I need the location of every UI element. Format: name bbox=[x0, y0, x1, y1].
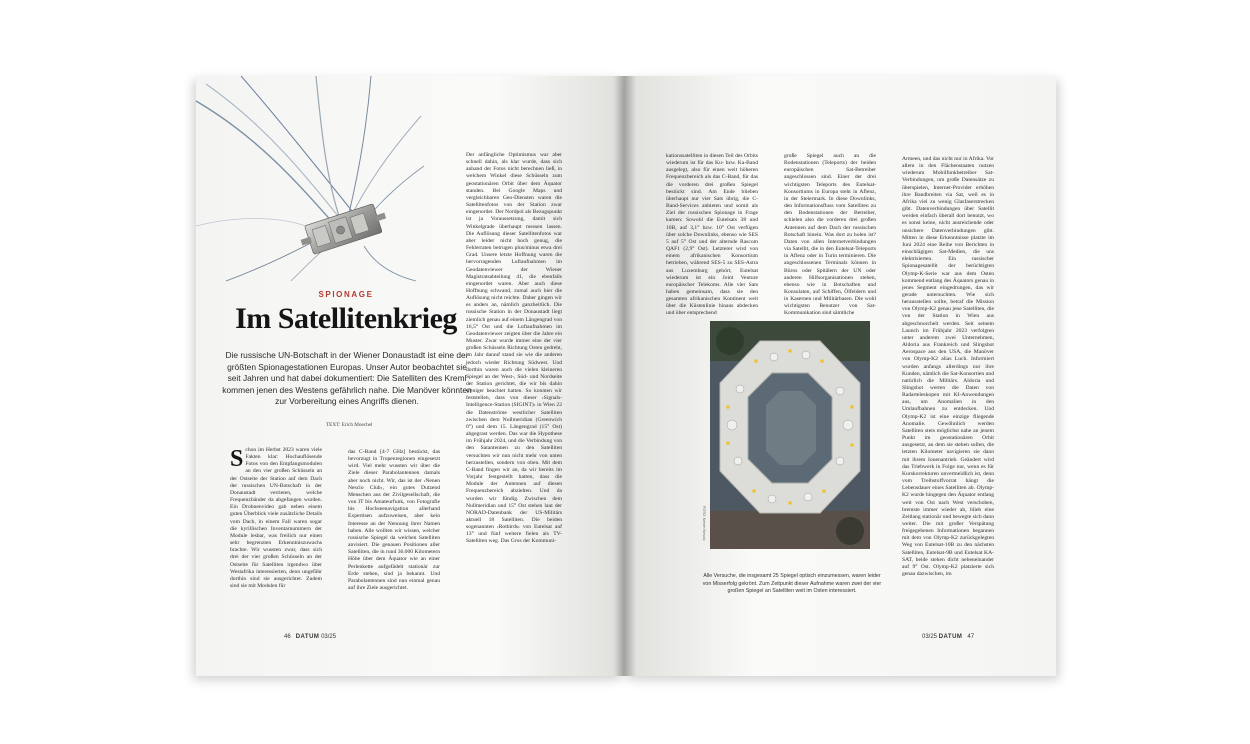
right-column-2 bbox=[784, 153, 876, 317]
section-kicker: SPIONAGE bbox=[318, 290, 374, 299]
issue-number: 03/25 bbox=[321, 634, 337, 640]
right-column-1-text: kationssatelliten in diesen Teil des Orbits wiederum ist für das Ku- bzw. Ka-Band ausgelegt, also für einen weit höheren Frequenzbereich als das C-Band, für das die vorderen drei großen Spiegel bestückt sind. Am Ende blieben überhaupt nur vier Sats übrig, die C-Band-Services anbieten und somit als Ziel der russischen Spionage in Frage kamen: Sowohl die Eutelsats 38 und 10B, auf 3,1° bzw. 10° Ost verfügen über solche Downlinks, ebenso wie SES 5 auf 5° Ost und der alternde Rascom QAF1 (2,9° Ost). Letzterer wird von einem afrikanischen Konsortium betrieben, während SES-5 zu SES-Astra aus Luxemburg gehört, Eutelsat wiederum ist ein Joint Venture europäischer Telekoms. Alle vier Sats haben gemeinsam, dass sie den gesamten afrikanischen Kontinent weit über die Küstenlinie hinaus abdecken und über entsprechend bbox=[666, 153, 758, 317]
right-column-2-text: große Spiegel auch an die Bodenstationen (Teleports) der beiden europäischen Sat-Betreiber angeschlossen sind. Einer der drei wichtigsten Teleports des Eutelsat-Konsortiums in Europa steht in Aflenz, in der Steiermark. In diese Downlinks, den Informationsfluss vom Satelliten zu den Bodenstationen der Betreiber, schielen also die vorderen drei großen Antennen auf dem Dach der russischen Botschaft hinein. Was dort zu holen ist? Daten von allen Internetverbindungen via Satellit, die in den Eutelsat-Teleports in Aflenz oder in Turin terminieren. Die angeschlossenen Terminals können in Büros oder Spitälern der UN oder anderen Hilfsorganisationen stehen, ebenso wie in Botschaften und Konsulaten, auf Schiffen, Ölfeldern und in Kasernen und Militärbasen. Die wohl wichtigsten Benutzer von Sat-Kommunikation sind sämtliche bbox=[784, 153, 876, 317]
article-headline: Im Satellitenkrieg bbox=[235, 302, 457, 335]
issue-number: 03/25 bbox=[922, 634, 938, 640]
article-byline: TEXT: Erich Moechel bbox=[326, 422, 373, 428]
left-column-3-text: Der anfängliche Optimismus war aber schnell dahin, als klar wurde, dass sich anhand der Fotos nicht berechnen ließ, in welchem Winkel diese Schüsseln zum geostationären Orbit über dem Äquator standen. Bei Google Maps und vergleichbaren Geo-Diensten waren die Satellitenfotos von der Station zwar eingenordet. Der Nordpol als Bezugspunkt ist ja Voraussetzung, damit sich Winkelgrade überhaupt messen lassen. Die Auflösung dieser Satellitenfotos war aber leider nicht hoch genug, die Fehlerraten betrugen plus/minus etwa drei Grad. Unsere letzte Hoffnung waren die hervorragenden Luftaufnahmen im Geodatenviewer der Wiener Magistratsabteilung 41, die ebenfalls eingenordet waren. Aber auch diese Hoffnung schwand, zumal auch hier die Auflösung nicht reichte. Daher gingen wir es anders an, nämlich ganzheitlich. Die russische Station in der Donaustadt liegt ziemlich genau auf einem Längengrad von 16,5° Ost und die Luftaufnahmen im Geodatenviewer zeigten über die Jahre ein Muster. Zwar wurde immer eine der vier großen Schüsseln Richtung Osten gedreht, im Jahr darauf stand sie wie die anderen jedoch wieder Richtung Südwest. Und dorthin waren auch die vielen kleineren Spiegel an der West-, Süd- und Nordseite der Station gerichtet, die wir bis dahin weniger beachtet hatten. So konnten wir feststellen, dass von dieser ›Signals-Intelligence-Station (SIGINT)‹ in Wien 22 die Datenströme westlicher Satelliten zwischen dem Nullmeridian (Greenwich 0°) und dem 15. Längengrad (15° Ost) abgegrast werden. Das war die Hypothese im Frühjahr 2024, und die Verbindung von den Satantennen zu den Satelliten versuchten wir nun nicht mehr von unten herzustellen, sondern von oben. Mit dem C-Band fingen wir an, da wir bereits im Vorjahr festgestellt hatten, dass die Module der Antennen auf diesen Frequenzbereich abzielten. Und da wurden wir fündig. Zwischen dem Nullmeridian und 15° Ost stehen laut der NORAD-Datenbank der US-Militärs aktuell 18 Satelliten. Die beiden sogenannten ›Rotbirds‹ von Eutelsat auf 13° und fünf weitere fielen als TV-Satelliten weg. Das Gros der Kommuni- bbox=[466, 152, 562, 545]
right-page bbox=[624, 76, 1056, 676]
page-number: 47 bbox=[967, 634, 975, 640]
drop-cap: S bbox=[230, 446, 244, 472]
left-column-2-text: das C-Band [4-7 GHz] bestückt, das bevorzugt in Tropenregionen eingesetzt wird. Viel mehr wussten wir über die Ziele dieser Parabolantennen damals aber noch nicht. Wir, das ist der ›Nenen Nescio Club‹, ein gutes Dutzend Menschen aus der Zivilgesellschaft, die von IT bis Amateurfunk, von Fotografie bis Hochseenavigation allerhand Expertisen aufzuweisen, aber kein Interesse an der Nennung ihrer Namen haben. Alle wollten wir wissen, welcher russische Spiegel da welchen Satelliten anvisiert. Die genauen Positionen aller Satelliten, die in rund 36.000 Kilometern Höhe über dem Äquator wie an einer Perlenkette aufgefädelt stationär zur Erde stehen, sind ja bekannt. Und Parabolantennen sind nun einmal genau auf ihre Ziele ausgerichtet. bbox=[348, 449, 440, 591]
page-number: 46 bbox=[284, 634, 291, 640]
right-folio bbox=[922, 634, 974, 640]
left-page bbox=[196, 76, 624, 676]
spine-gutter-shadow bbox=[614, 76, 636, 676]
satellite-antenna-illustration bbox=[196, 76, 426, 281]
article-lead: Die russische UN-Botschaft in der Wiener Donaustadt ist eine der größten Spionagestationen Europas. Unser Autor beobachtet sie seit Jahren und hat dabei dokumentiert: Die Satelliten des Kreml kommen jenen des Westens gefährlich nahe. Die Manöver könnten zur Vorbereitung eines Angriffs dienen. bbox=[222, 350, 472, 407]
photo-caption: Alle Versuche, die insgesamt 25 Spiegel optisch einzumessen, waren leider von Misserfolg gekrönt. Zum Zeitpunkt dieser Aufnahme waren zwei der vier großen Spiegel an Satelliten weit im Osten interessiert. bbox=[702, 573, 882, 595]
left-folio bbox=[284, 634, 336, 640]
left-column-1 bbox=[230, 447, 322, 620]
left-column-1-text: chon im Herbst 2023 waren viele Fakten klar: Hochauflösende Fotos von den Empfangsmodulen an den vier großen Schüsseln an der Ostseite der Station auf dem Dach der russischen UN-Botschaft in der Donaustadt verrieten, welche Frequenzbänder da abgefangen wurden. Ein Drohnenvideo gab neben einem guten Überblick viele zusätzliche Details vom Dach, in einem Fall waren sogar die kyrillischen Inventarnummern der Module lesbar, was freilich nur einen sehr begrenzten Erkenntniszuwachs brachte. Wir wussten zwar, dass sich drei der vier großen Schüsseln an der Ostseite für Satelliten irgendwo über Westafrika interessierten, denn ungefähr dorthin sind sie ausgerichtet. Zudem sind sie mit Modulen für bbox=[230, 447, 322, 589]
photo-credit: FOTO: Nenen Nescio bbox=[702, 506, 706, 541]
right-column-1 bbox=[666, 153, 758, 317]
left-column-2 bbox=[348, 449, 440, 621]
aerial-photo-embassy-roof bbox=[710, 321, 870, 549]
magazine-name: DATUM bbox=[938, 634, 963, 640]
right-column-3-text: Armeen, und das nicht nur in Afrika. Vor allem in den Flächenstaaten nutzen wiederum Mobilfunkbetreiber Sat-Verbindungen, um große Datensätze zu überspielen, Internet-Provider erhöhen ihre Bandbreiten via Sat, weil es in Afrika viel zu wenig Glasfaserstrecken gibt. Datenverbindungen über Satellit werden einfach überall dort benutzt, wo es sonst keine, nicht ausreichende oder unsichere Datenverbindungen gibt. Mitten in diese Erkenntnisse platzte im Juni 2024 eine Reihe von Berichten in einschlägigen Sat-Medien, die uns elektrisierten. Ein russischer Spionagesatellit der berüchtigten Olymp-K-Serie war aus dem Osten kommend entlang des Äquators genau in jenes Segment eingedrungen, das wir gerade untersuchten. Wie sich herausstellen sollte, betraf die Mission von Olymp-K2 genau jene Satelliten, die von der Station in Wien aus abgeschnorchelt werden. Seit seinem Launch im Frühjahr 2023 verfolgten unter anderem zwei Unternehmen, Aldoria aus Frankreich und Slingshot Aerospace aus den USA, die Manöver von Olymp-K2 alias Luch. Informiert wurden anfangs allerdings nur ihre Kunden, nämlich die Sat-Konsortien und natürlich die Militärs. Aldoria und Slingshot werten die Daten von Radarteleskopen mit KI-Anwendungen aus, um Anomalien in den Umlaufbahnen zu entdecken. Und Olymp-K2 ist eine einzige fliegende Anomalie. Gewöhnlich werden Satelliten stets möglichst nahe an jenem Punkt im geostationären Orbit ausgesetzt, an dem sie stehen sollen, die letzten Kilometer navigieren sie dann mit ihrem Ionenantrieb. Geändert wird das Triebwerk in Folge nur, wenn es für Kurskorrekturen unvermeidlich ist, denn vom Treibstoffvorrat hängt die Lebensdauer eines Satelliten ab. Olymp-K2 wurde hingegen den Äquator entlang weit von Ost nach West verschoben, bremste immer wieder ab, blieb eine Zeitlang stationär und bewegte sich dann weiter. Die mit großer Verspätung freigegebenen Informationen begannen mit dem von Olymp-K2 zurückgelegten Weg von Eutelsat-10B zu den nächsten Satelliten, Eutelsat-9B und Eutelsat KA-SAT, beide stehen dicht nebeneinander auf 9° Ost. Olymp-K2 platzierte sich genau dazwischen, im bbox=[902, 156, 994, 578]
magazine-name: DATUM bbox=[295, 634, 320, 640]
right-column-3 bbox=[902, 156, 994, 622]
magazine-spread bbox=[196, 76, 1056, 676]
left-column-3 bbox=[466, 152, 562, 622]
